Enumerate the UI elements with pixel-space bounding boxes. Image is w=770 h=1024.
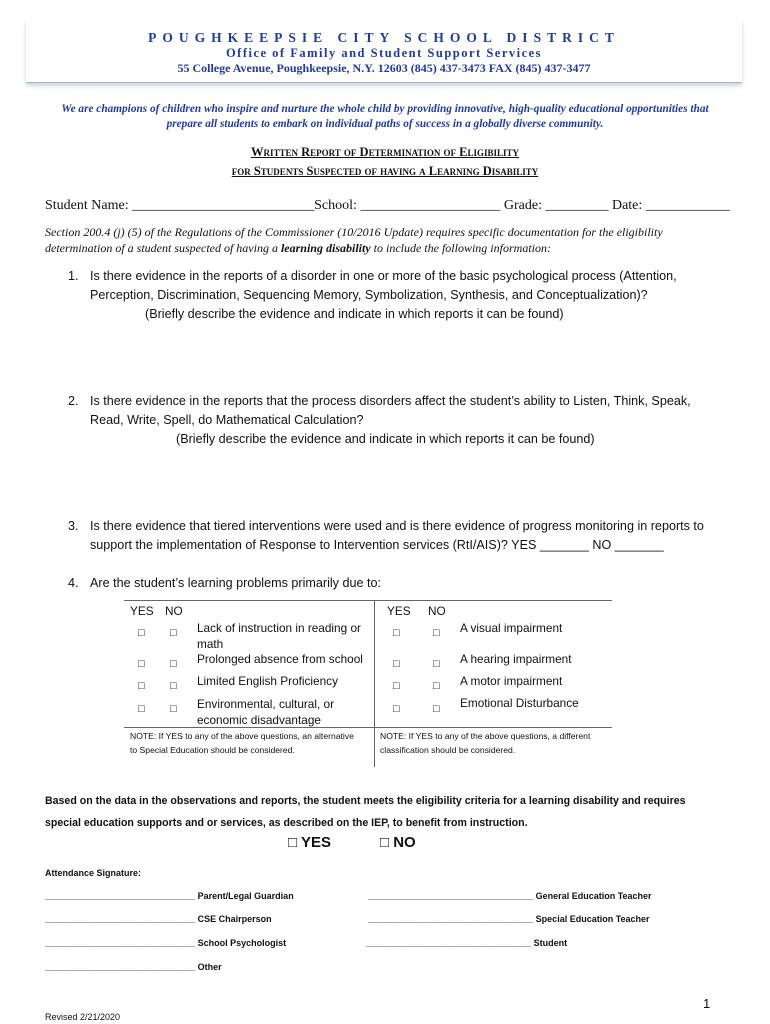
signature-school-psychologist[interactable]: ______________________________ School Psychologist	[45, 938, 287, 948]
district-name: POUGHKEEPSIE CITY SCHOOL DISTRICT	[148, 30, 620, 45]
revision-date: Revised 2/21/2020	[45, 1012, 121, 1022]
regulation-note	[45, 224, 663, 256]
left-row-1-yes-checkbox[interactable]: □	[138, 627, 145, 639]
page-number: 1	[703, 996, 711, 1011]
question-1-instruction: (Briefly describe the evidence and indicate in which reports it can be found)	[145, 307, 564, 321]
form-title-line-2: for Students Suspected of having a Learning Disability	[231, 164, 539, 178]
right-row-4-yes-checkbox[interactable]: □	[393, 703, 400, 715]
regulation-note-line-1: Section 200.4 (j) (5) of the Regulations of the Commissioner (10/2016 Update) requires specific documentation for the eligibility	[45, 225, 663, 239]
left-row-1-no-checkbox[interactable]: □	[170, 627, 177, 639]
question-1-number: 1.	[68, 269, 79, 283]
left-row-2-label: Prolonged absence from school	[197, 652, 363, 666]
right-row-1-label: A visual impairment	[460, 621, 563, 635]
question-4-text: Are the student’s learning problems primarily due to:	[90, 576, 381, 590]
left-row-2-yes-checkbox[interactable]: □	[138, 658, 145, 670]
eligibility-yes-option[interactable]: □ YES	[288, 834, 331, 851]
mission-line-1: We are champions of children who inspire and nurture the whole child by providing innovative, high-quality educational opportunities that	[61, 103, 709, 115]
left-yes-header: YES	[130, 604, 154, 618]
left-row-4-label: Environmental, cultural, or economic disadvantage	[197, 697, 335, 727]
left-row-1-label: Lack of instruction in reading or math	[197, 621, 361, 651]
question-1-text: Is there evidence in the reports of a disorder in one or more of the basic psychological process (Attention, Perception, Discrimination, Sequencing Memory, Symbolization, Synthesis, and Conceptualization)?	[90, 269, 677, 302]
question-2-instruction: (Briefly describe the evidence and indicate in which reports it can be found)	[176, 432, 595, 446]
question-2-number: 2.	[68, 394, 79, 408]
signature-general-education-teacher[interactable]: _________________________________ General Education Teacher	[368, 891, 652, 901]
right-row-3-no-checkbox[interactable]: □	[433, 680, 440, 692]
signature-other[interactable]: ______________________________ Other	[45, 962, 222, 972]
question-2-text: Is there evidence in the reports that the process disorders affect the student’s ability to Listen, Think, Speak, Read, Write, Spell, do Mathematical Calculation?	[90, 394, 691, 427]
left-row-4-no-checkbox[interactable]: □	[170, 703, 177, 715]
conclusion-line-2: special education supports and or services, as described on the IEP, to benefit from instruction.	[45, 817, 528, 829]
left-row-3-yes-checkbox[interactable]: □	[138, 680, 145, 692]
right-table-note: NOTE: If YES to any of the above questions, a different classification should be considered.	[380, 731, 591, 755]
eligibility-no-option[interactable]: □ NO	[380, 834, 416, 851]
student-info-line: Student Name: __________________________School: ____________________ Grade: _________ Date: ____________	[45, 198, 730, 213]
table-notes-border	[124, 727, 612, 728]
right-row-1-no-checkbox[interactable]: □	[433, 627, 440, 639]
signature-cse-chairperson[interactable]: ______________________________ CSE Chairperson	[45, 914, 272, 924]
left-row-3-no-checkbox[interactable]: □	[170, 680, 177, 692]
right-row-3-yes-checkbox[interactable]: □	[393, 680, 400, 692]
question-3-number: 3.	[68, 519, 79, 533]
right-yes-header: YES	[387, 604, 411, 618]
office-name: Office of Family and Student Support Services	[225, 46, 543, 60]
right-row-2-label: A hearing impairment	[460, 652, 572, 666]
regulation-note-line-2: determination of a student suspected of having a learning disability to include the following information:	[45, 241, 551, 255]
right-row-1-yes-checkbox[interactable]: □	[393, 627, 400, 639]
right-row-2-yes-checkbox[interactable]: □	[393, 658, 400, 670]
left-no-header: NO	[165, 604, 183, 618]
learning-disability-term: learning disability	[280, 241, 371, 255]
right-row-3-label: A motor impairment	[460, 674, 563, 688]
left-row-2-no-checkbox[interactable]: □	[170, 658, 177, 670]
table-divider	[374, 601, 375, 767]
question-4-number: 4.	[68, 576, 79, 590]
right-no-header: NO	[428, 604, 446, 618]
signature-student[interactable]: _________________________________ Student	[366, 938, 568, 948]
right-row-4-no-checkbox[interactable]: □	[433, 703, 440, 715]
form-title-line-1: Written Report of Determination of Eligibility	[250, 145, 520, 159]
question-3-text: Is there evidence that tiered interventions were used and is there evidence of progress monitoring in reports to support the implementation of Response to Intervention services (RtI/AIS)? YES _______ NO _______	[90, 519, 704, 552]
left-row-3-label: Limited English Proficiency	[197, 674, 338, 688]
signature-parent[interactable]: ______________________________ Parent/Legal Guardian	[45, 891, 294, 901]
district-address: 55 College Avenue, Poughkeepsie, N.Y. 12603 (845) 437-3473 FAX (845) 437-3477	[177, 61, 591, 75]
left-table-note: NOTE: If YES to any of the above questions, an alternative to Special Education should be considered.	[130, 731, 354, 755]
letterhead	[26, 20, 742, 83]
signature-special-education-teacher[interactable]: _________________________________ Special Education Teacher	[368, 914, 650, 924]
conclusion-line-1: Based on the data in the observations and reports, the student meets the eligibility criteria for a learning disability and requires	[45, 795, 686, 807]
attendance-heading: Attendance Signature:	[45, 868, 142, 878]
mission-line-2: prepare all students to embark on individual paths of success in a globally diverse community.	[166, 118, 604, 130]
table-top-border	[124, 600, 612, 601]
left-row-4-yes-checkbox[interactable]: □	[138, 703, 145, 715]
right-row-2-no-checkbox[interactable]: □	[433, 658, 440, 670]
right-row-4-label: Emotional Disturbance	[460, 696, 579, 710]
